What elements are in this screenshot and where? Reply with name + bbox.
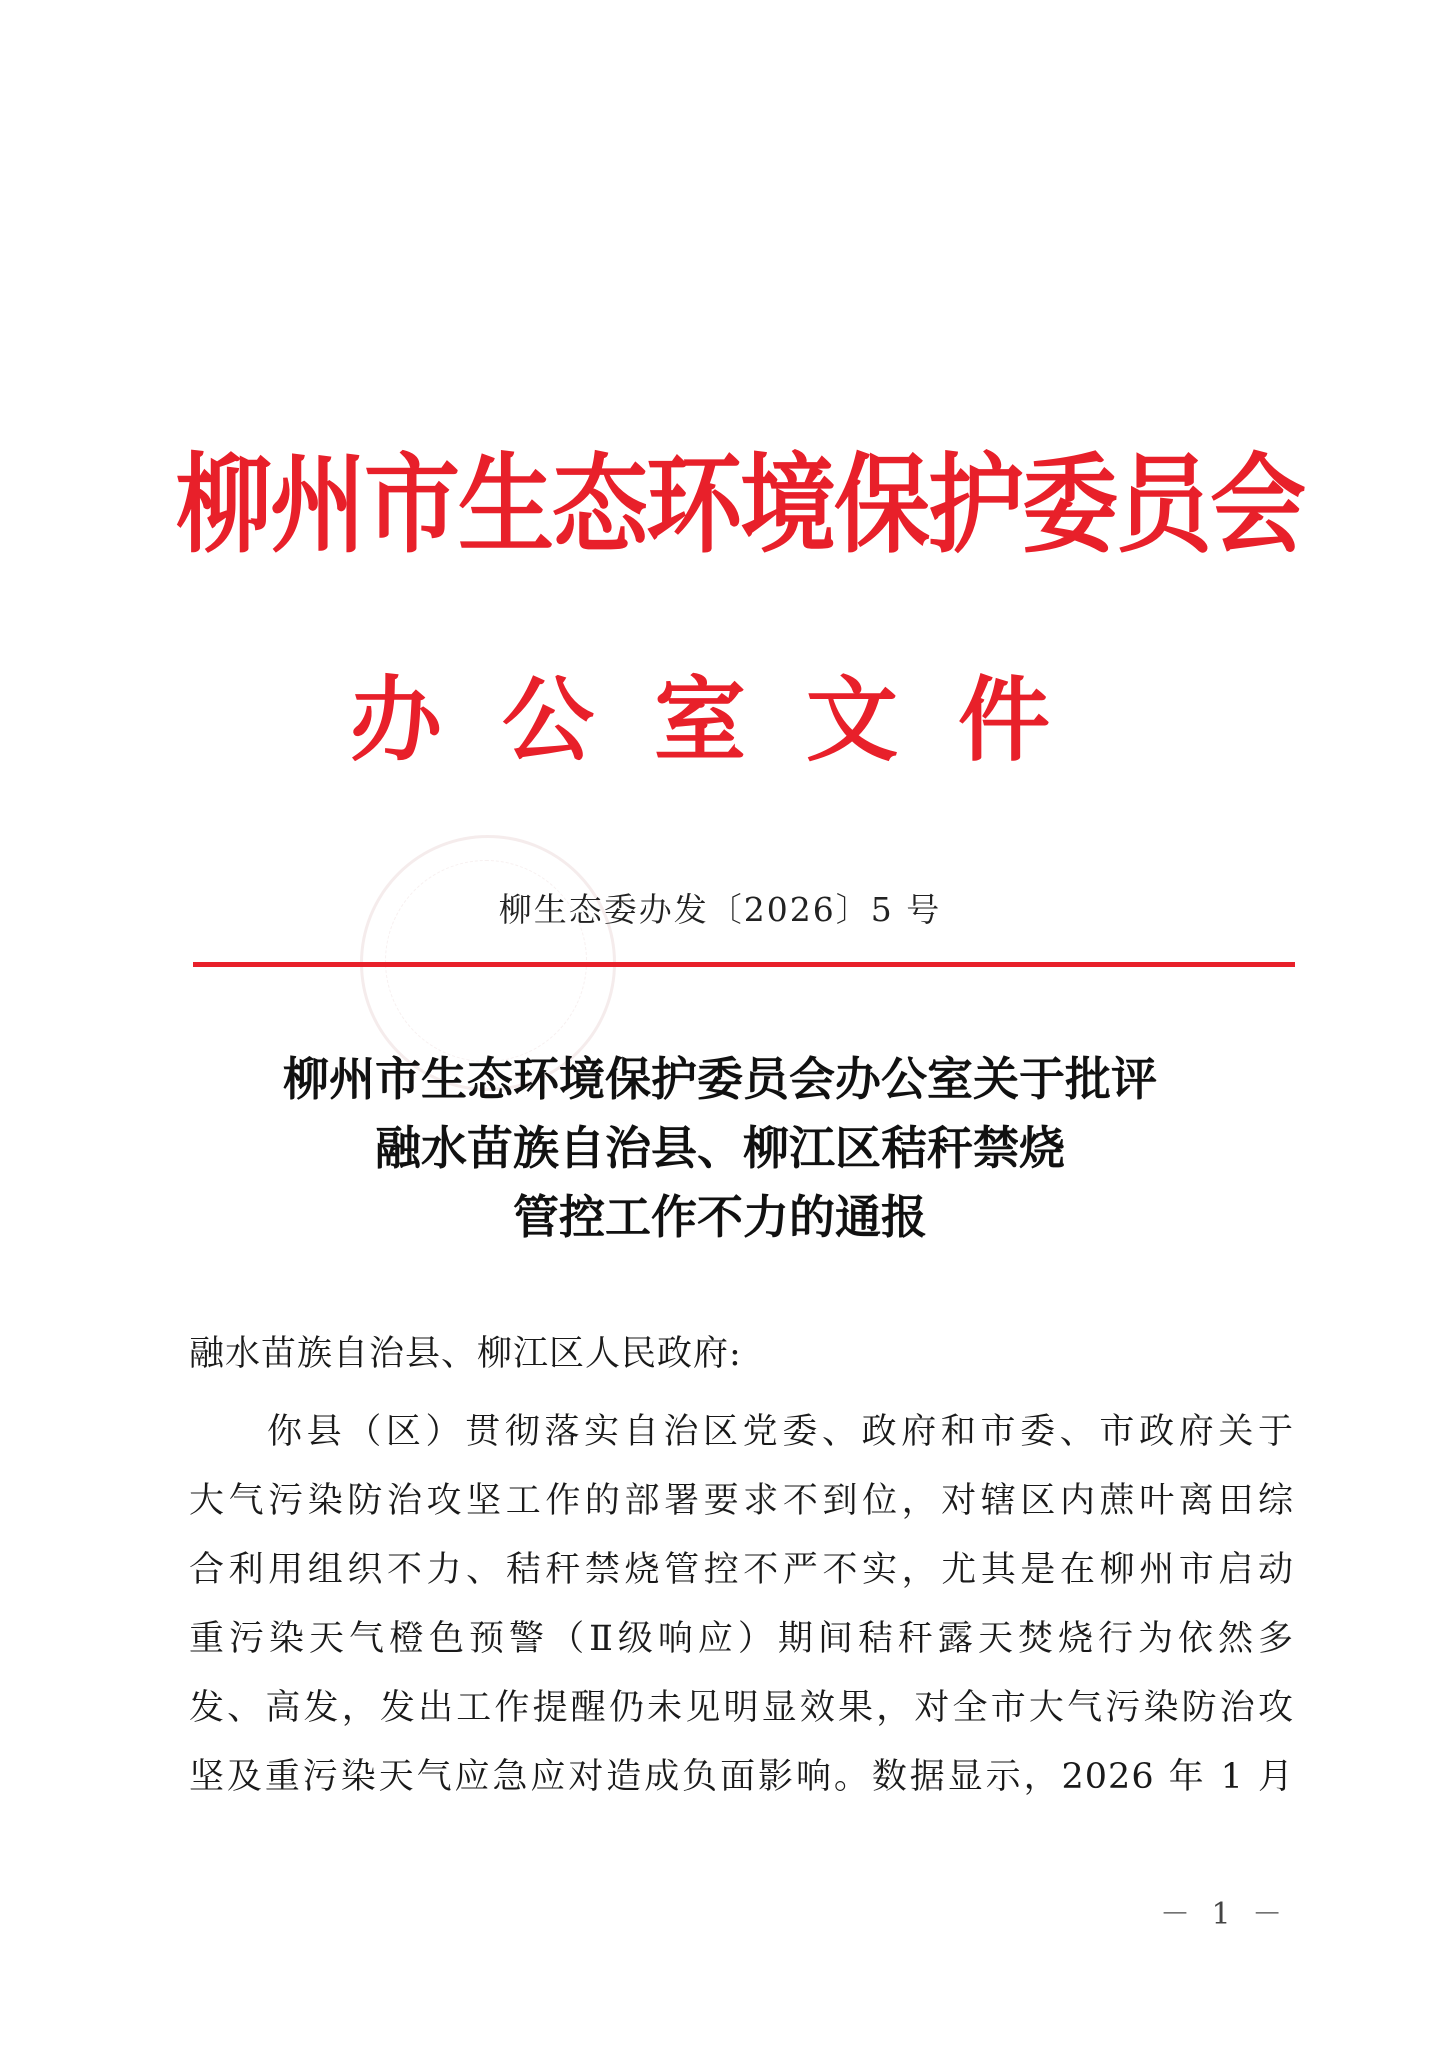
body-line: 坚及重污染天气应急应对造成负面影响。数据显示，2026 年 1 月 — [189, 1757, 1294, 1797]
body-line: 大气污染防治攻坚工作的部署要求不到位，对辖区内蔗叶离田综 — [189, 1481, 1294, 1521]
red-separator-line — [193, 962, 1295, 967]
salutation: 融水苗族自治县、柳江区人民政府: — [189, 1334, 742, 1374]
document-number: 柳生态委办发〔2026〕5 号 — [498, 890, 942, 929]
body-line: 你县（区）贯彻落实自治区党委、政府和市委、市政府关于 — [267, 1412, 1294, 1452]
body-line: 发、高发，发出工作提醒仍未见明显效果，对全市大气污染防治攻 — [189, 1688, 1294, 1728]
title-line: 融水苗族自治县、柳江区秸秆禁烧 — [375, 1121, 1065, 1175]
title-line: 管控工作不力的通报 — [513, 1190, 927, 1244]
document-title — [150, 1045, 1290, 1252]
title-line: 柳州市生态环境保护委员会办公室关于批评 — [283, 1052, 1157, 1106]
body-paragraph — [189, 1398, 1294, 1812]
page-number: － 1 － — [1160, 1897, 1289, 1932]
document-type-heading: 办公室文件 — [349, 666, 1110, 774]
issuing-organization-name: 柳州市生态环境保护委员会 — [176, 441, 1304, 568]
body-line: 合利用组织不力、秸秆禁烧管控不严不实，尤其是在柳州市启动 — [189, 1550, 1294, 1590]
body-line: 重污染天气橙色预警（Ⅱ级响应）期间秸秆露天焚烧行为依然多 — [189, 1619, 1294, 1659]
